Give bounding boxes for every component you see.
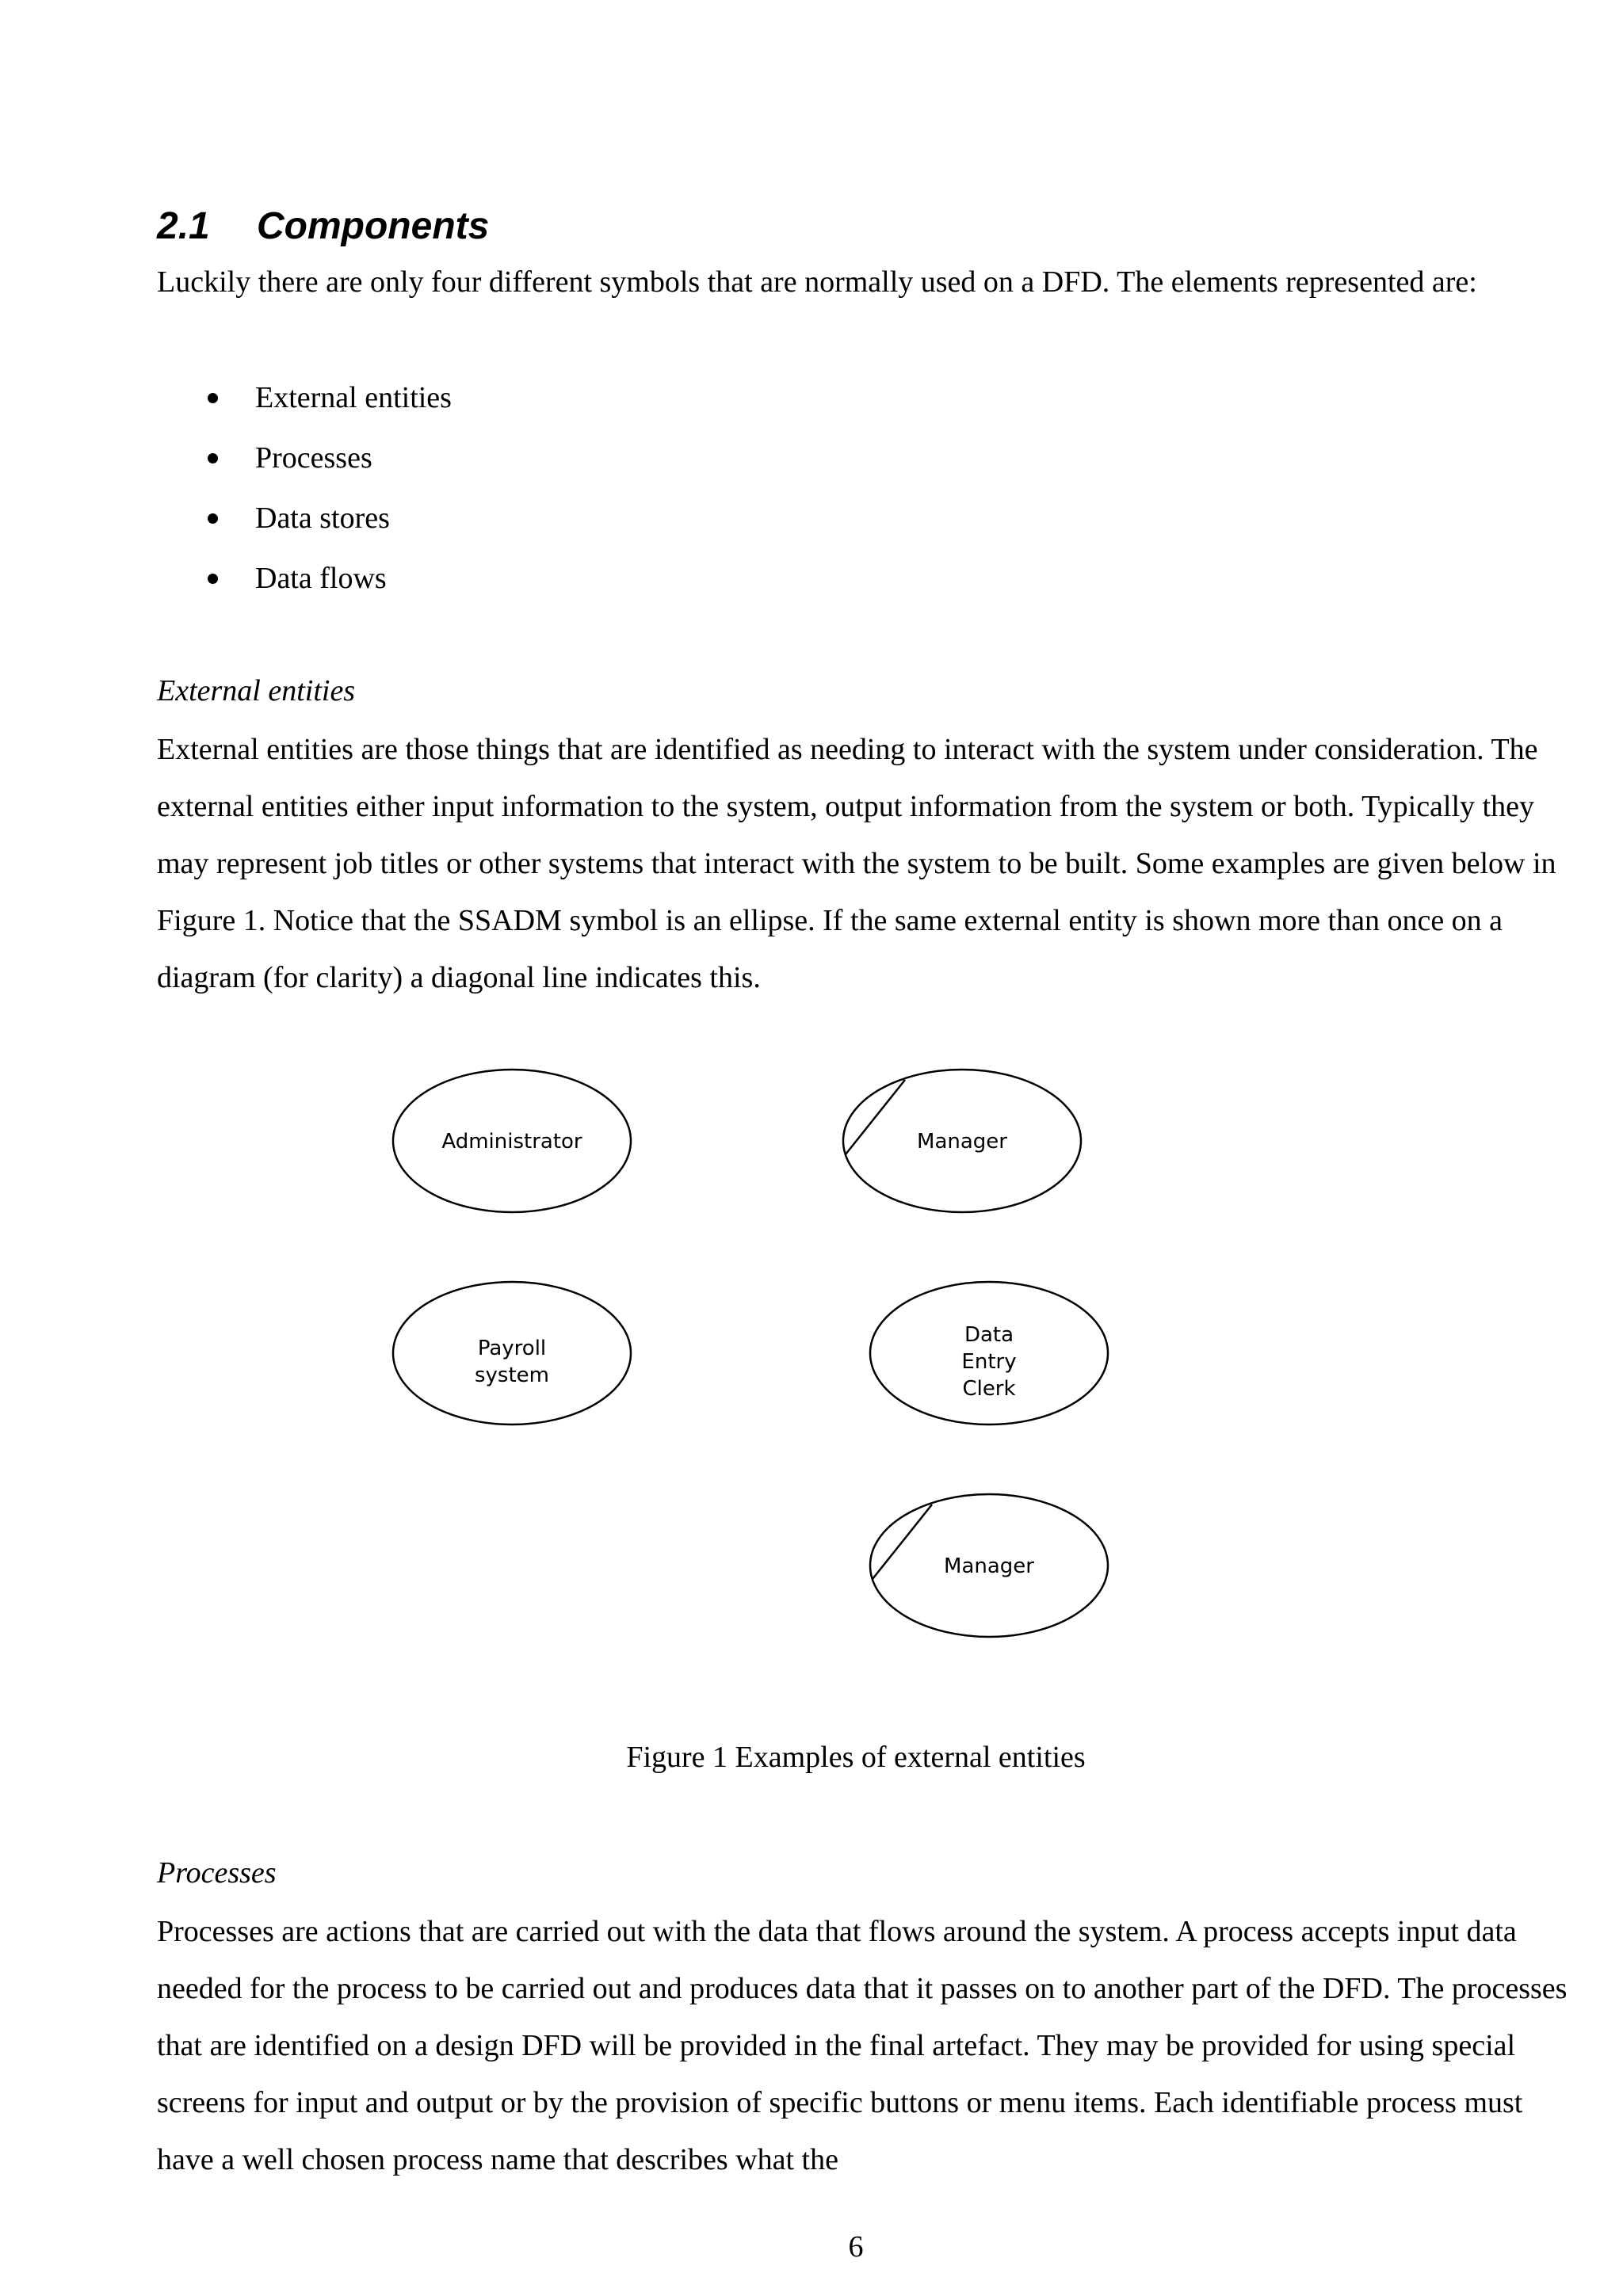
entity-label: Entry xyxy=(961,1350,1017,1374)
external-entities-heading: External entities xyxy=(157,674,356,707)
entity-data-entry-clerk xyxy=(870,1282,1108,1425)
entity-label: Payroll xyxy=(477,1337,547,1360)
entity-label: Manager xyxy=(917,1130,1007,1154)
entity-payroll-system xyxy=(393,1282,631,1425)
list-item: External entities xyxy=(157,369,452,429)
intro-paragraph: Luckily there are only four different symbols that are normally used on a DFD. The elements represented are: xyxy=(157,265,1477,299)
entity-label: Clerk xyxy=(962,1377,1016,1401)
processes-heading: Processes xyxy=(157,1856,277,1890)
list-item: Processes xyxy=(157,429,452,490)
list-item: Data flows xyxy=(157,550,452,610)
processes-paragraph: Processes are actions that are carried out with the data that flows around the system. A process accepts input data needed for the process to be carried out and produces data that it passes on to another part of the DFD. The processes that are identified on a design DFD will be provided in the final artefact. They may be provided for using special screens for input and output or by the provision of specific buttons or menu items. Each identifiable process must have a well chosen process name that describes what the xyxy=(157,1915,1568,2176)
page-number: 6 xyxy=(848,2230,864,2264)
entity-manager-duplicate xyxy=(870,1494,1108,1637)
external-entities-paragraph: External entities are those things that are identified as needing to interact with the system under consideration. The external entities either input information to the system, output information from the system or both. Typically they may represent job titles or other systems that interact with the system to be built. Some examples are given below in Figure 1. Notice that the SSADM symbol is an ellipse. If the same external entity is shown more than once on a diagram (for clarity) a diagonal line indicates this. xyxy=(157,733,1556,994)
entity-administrator xyxy=(393,1070,631,1212)
entity-label: Manager xyxy=(944,1554,1034,1578)
figure-caption: Figure 1 Examples of external entities xyxy=(626,1741,1086,1774)
section-number: 2.1 xyxy=(157,205,210,247)
entity-label: system xyxy=(475,1363,549,1387)
entity-label: Administrator xyxy=(441,1130,582,1154)
section-title: Components xyxy=(257,205,490,247)
entity-manager-duplicate xyxy=(843,1070,1081,1212)
entity-label: Data xyxy=(964,1323,1014,1347)
list-item: Data stores xyxy=(157,490,452,550)
